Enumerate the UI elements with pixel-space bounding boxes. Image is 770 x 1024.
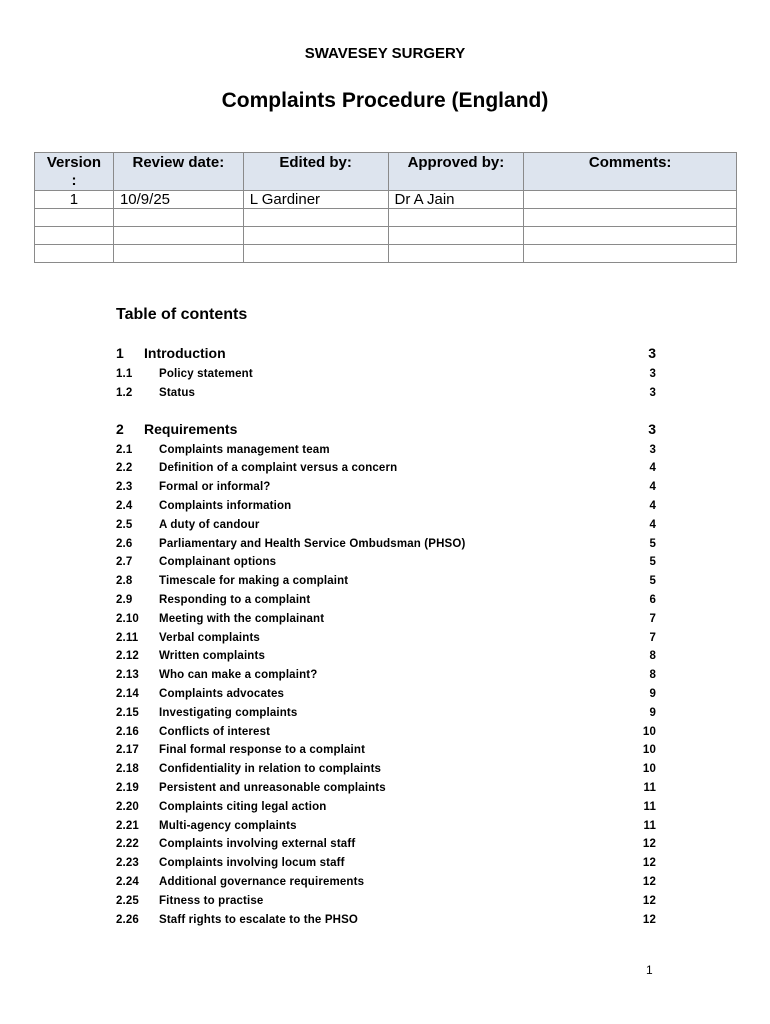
toc-item-num: 2.12: [116, 650, 139, 663]
toc-item-page: 3: [649, 443, 656, 456]
cell-review-date: 10/9/25: [113, 191, 243, 209]
toc-item-entry[interactable]: [116, 535, 656, 554]
cell-comments: [524, 227, 737, 245]
toc-item-label: Final formal response to a complaint: [159, 744, 366, 757]
toc-item-page: 3: [649, 368, 656, 380]
toc-item-entry[interactable]: [116, 365, 656, 384]
toc-item-num: 2.15: [116, 706, 139, 719]
toc-item-label: Persistent and unreasonable complaints: [159, 781, 386, 794]
toc-section-page: 3: [648, 420, 656, 437]
toc-item-page: 5: [649, 537, 656, 550]
toc-item-label: Meeting with the complainant: [159, 612, 325, 625]
toc-item-entry[interactable]: [116, 704, 656, 723]
toc-item-num: 2.19: [116, 781, 139, 794]
toc-item-page: 10: [642, 725, 656, 738]
cell-version: [35, 209, 114, 227]
cell-review-date: [113, 245, 243, 263]
toc-item-page: 5: [649, 575, 656, 588]
toc-item-page: 10: [642, 744, 656, 757]
toc-item-num: 2.25: [116, 894, 139, 907]
toc-item-entry[interactable]: [116, 516, 656, 535]
toc-item-label: Complainant options: [159, 556, 277, 569]
toc-item-num: 2.1: [116, 443, 133, 456]
toc-item-entry[interactable]: [116, 629, 656, 648]
toc-item-label: Written complaints: [159, 650, 265, 663]
header-approved-by: Approved by:: [388, 153, 524, 191]
toc-spacer: [116, 325, 656, 344]
cell-edited-by: [243, 245, 388, 263]
toc-item-page: 8: [649, 669, 656, 682]
cell-edited-by: L Gardiner: [243, 191, 388, 209]
toc-section-entry[interactable]: [116, 344, 656, 362]
toc-item-entry[interactable]: [116, 441, 656, 460]
toc-item-page: 3: [649, 386, 656, 399]
toc-item-page: 9: [649, 706, 656, 719]
cell-comments: [524, 191, 737, 209]
toc-item-num: 2.23: [116, 857, 139, 870]
toc-item-label: Complaints citing legal action: [159, 800, 327, 813]
toc-item-num: 2.14: [116, 687, 139, 700]
toc-title: Table of contents: [116, 306, 248, 323]
toc-item-page: 8: [649, 650, 656, 663]
toc-section-page: 3: [648, 345, 656, 361]
toc-section-label: Introduction: [144, 345, 226, 361]
table-row: [35, 209, 737, 227]
toc-item-page: 7: [649, 612, 656, 625]
toc-item-page: 7: [649, 631, 656, 644]
version-table-header-row: [35, 153, 737, 191]
toc-item-page: 11: [643, 800, 656, 813]
toc-section-num: 1: [116, 345, 124, 361]
toc-item-page: 4: [649, 462, 656, 475]
table-row: [35, 245, 737, 263]
toc-item-label: A duty of candour: [159, 518, 260, 531]
toc-item-num: 2.22: [116, 838, 139, 851]
toc-item-entry[interactable]: [116, 723, 656, 742]
toc-item-num: 1.2: [116, 386, 133, 399]
cell-version: 1: [35, 191, 114, 209]
toc-item-num: 2.6: [116, 537, 133, 550]
cell-comments: [524, 209, 737, 227]
toc-item-label: Who can make a complaint?: [159, 669, 318, 682]
toc-item-entry[interactable]: [116, 591, 656, 610]
toc-item-label: Additional governance requirements: [159, 875, 365, 888]
document-title: Complaints Procedure (England): [221, 89, 549, 112]
toc-item-num: 2.4: [116, 499, 133, 512]
toc-item-entry[interactable]: [116, 798, 656, 817]
toc-item-entry[interactable]: [116, 647, 656, 666]
toc-item-label: Formal or informal?: [159, 481, 271, 494]
toc-item-entry[interactable]: [116, 610, 656, 629]
cell-edited-by: [243, 209, 388, 227]
header-version: [35, 153, 114, 191]
toc-item-entry[interactable]: [116, 384, 656, 403]
toc-item-label: Fitness to practise: [159, 894, 264, 907]
toc-item-entry[interactable]: [116, 459, 656, 478]
toc-item-entry[interactable]: [116, 835, 656, 854]
cell-approved-by: [388, 245, 524, 263]
toc-item-label: Conflicts of interest: [159, 725, 271, 738]
toc-item-num: 2.21: [116, 819, 139, 832]
table-row: [35, 191, 737, 209]
toc-item-label: Verbal complaints: [159, 631, 260, 644]
toc-item-entry[interactable]: [116, 478, 656, 497]
toc-item-entry[interactable]: [116, 911, 656, 930]
toc-item-page: 11: [643, 819, 656, 832]
cell-version: [35, 227, 114, 245]
toc-item-entry[interactable]: [116, 572, 656, 591]
toc-item-label: Policy statement: [159, 368, 253, 380]
toc-item-num: 2.7: [116, 556, 133, 569]
toc-item-num: 2.26: [116, 913, 139, 926]
toc-item-entry[interactable]: [116, 854, 656, 873]
toc-item-page: 5: [649, 556, 656, 569]
toc-item-entry[interactable]: [116, 779, 656, 798]
toc-item-label: Staff rights to escalate to the PHSO: [159, 913, 359, 926]
toc-item-entry[interactable]: [116, 553, 656, 572]
toc-item-label: Complaints information: [159, 499, 292, 512]
cell-edited-by: [243, 227, 388, 245]
cell-approved-by: [388, 227, 524, 245]
toc-item-label: Confidentiality in relation to complaints: [159, 763, 382, 776]
organisation-name: SWAVESEY SURGERY: [304, 45, 466, 62]
toc-item-entry[interactable]: [116, 760, 656, 779]
toc-item-label: Definition of a complaint versus a concern: [159, 462, 398, 475]
header-edited-by: Edited by:: [243, 153, 388, 191]
toc-item-num: 2.24: [116, 875, 139, 888]
toc-item-page: 12: [642, 894, 656, 907]
toc-item-entry[interactable]: [116, 741, 656, 760]
toc-item-entry[interactable]: [116, 497, 656, 516]
toc-item-num: 2.9: [116, 593, 133, 606]
table-of-contents: [116, 305, 656, 929]
toc-item-label: Complaints involving locum staff: [159, 857, 345, 870]
version-control-table: [34, 152, 737, 263]
toc-item-num: 2.18: [116, 763, 139, 776]
toc-item-page: 12: [642, 875, 656, 888]
toc-item-page: 4: [649, 499, 656, 512]
cell-approved-by: Dr A Jain: [388, 191, 524, 209]
header-comments: Comments:: [524, 153, 737, 191]
toc-section-label: Requirements: [144, 420, 238, 437]
toc-item-num: 2.8: [116, 575, 133, 588]
toc-item-label: Complaints advocates: [159, 687, 285, 700]
toc-item-entry[interactable]: [116, 685, 656, 704]
toc-item-page: 12: [642, 913, 656, 926]
cell-review-date: [113, 209, 243, 227]
table-row: [35, 227, 737, 245]
toc-item-entry[interactable]: [116, 666, 656, 685]
toc-item-page: 12: [642, 838, 656, 851]
toc-section-num: 2: [116, 420, 124, 437]
toc-item-num: 2.13: [116, 669, 139, 682]
toc-item-label: Complaints management team: [159, 443, 330, 456]
toc-item-page: 6: [649, 593, 656, 606]
toc-item-num: 1.1: [116, 368, 133, 380]
cell-approved-by: [388, 209, 524, 227]
toc-item-label: Multi-agency complaints: [159, 819, 297, 832]
toc-item-label: Complaints involving external staff: [159, 838, 356, 851]
toc-section-entry[interactable]: [116, 420, 656, 438]
cell-version: [35, 245, 114, 263]
page-number: 1: [646, 963, 653, 977]
toc-entries: [116, 325, 656, 929]
toc-item-num: 2.3: [116, 481, 133, 494]
toc-item-label: Status: [159, 386, 196, 399]
toc-item-page: 12: [642, 857, 656, 870]
toc-item-num: 2.20: [116, 800, 139, 813]
toc-item-num: 2.17: [116, 744, 139, 757]
toc-spacer: [116, 403, 656, 420]
toc-item-label: Timescale for making a complaint: [159, 575, 349, 588]
cell-review-date: [113, 227, 243, 245]
header-review-date: Review date:: [113, 153, 243, 191]
toc-item-label: Investigating complaints: [159, 706, 298, 719]
toc-item-num: 2.11: [116, 631, 139, 644]
toc-item-num: 2.10: [116, 612, 139, 625]
toc-item-page: 4: [649, 481, 656, 494]
toc-item-page: 9: [649, 687, 656, 700]
toc-item-page: 11: [643, 781, 656, 794]
toc-item-num: 2.2: [116, 462, 133, 475]
toc-item-page: 10: [642, 763, 656, 776]
toc-item-label: Parliamentary and Health Service Ombudsman (PHSO): [159, 537, 466, 550]
cell-comments: [524, 245, 737, 263]
toc-item-label: Responding to a complaint: [159, 593, 311, 606]
toc-item-entry[interactable]: [116, 873, 656, 892]
toc-item-num: 2.5: [116, 518, 133, 531]
toc-item-entry[interactable]: [116, 892, 656, 911]
toc-item-entry[interactable]: [116, 817, 656, 836]
toc-item-num: 2.16: [116, 725, 139, 738]
toc-item-page: 4: [649, 518, 656, 531]
header-version-label: Version :: [46, 154, 102, 189]
